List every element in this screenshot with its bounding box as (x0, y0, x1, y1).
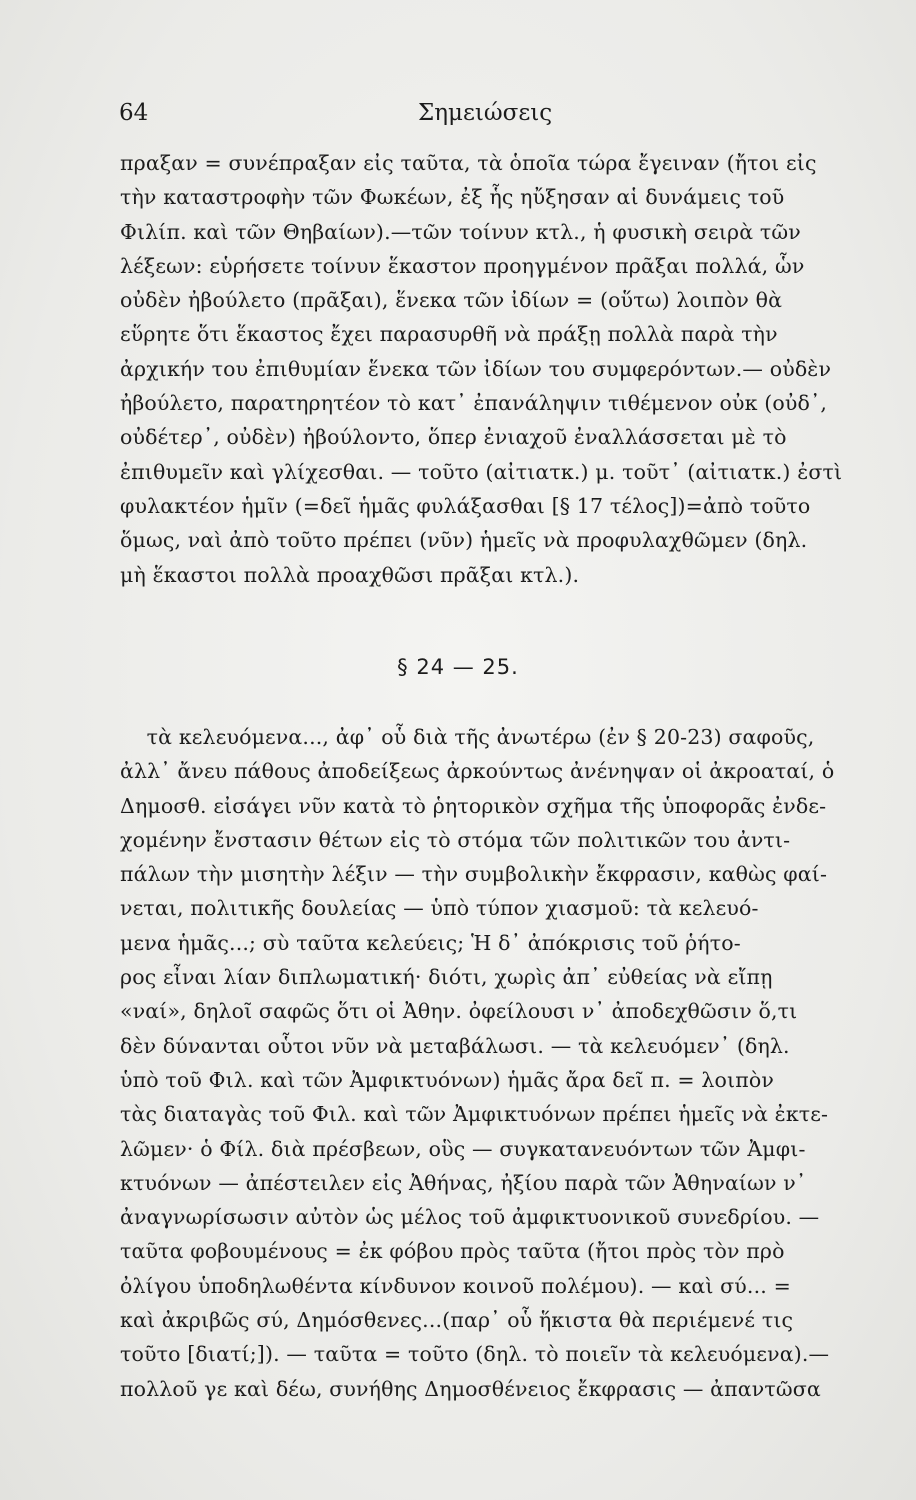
text-line: ἐπιθυμεῖν καὶ γλίχεσθαι. — τοῦτο (αἰτιατκ.) μ. τοῦτ᾽ (αἰτιατκ.) ἐστὶ (120, 459, 843, 484)
text-line: μενα ἡμᾶς...; σὺ ταῦτα κελεύεις; Ἡ δ᾽ ἀπόκρισις τοῦ ῥήτο- (120, 930, 741, 955)
text-line: ταῦτα φοβουμένους = ἐκ φόβου πρὸς ταῦτα (ἤτοι πρὸς τὸν πρὸ (120, 1239, 785, 1264)
text-line: λῶμεν· ὁ Φίλ. διὰ πρέσβεων, οὓς — συγκατανευόντων τῶν Ἀμφι- (120, 1136, 806, 1161)
text-line: καὶ ἀκριβῶς σύ, Δημόσθενες...(παρ᾽ οὗ ἥκιστα θὰ περιέμενέ τις (120, 1308, 794, 1333)
text-line: τὴν καταστροφὴν τῶν Φωκέων, ἐξ ἧς ηὔξησαν αἱ δυνάμεις τοῦ (120, 185, 785, 210)
text-line: κτυόνων — ἀπέστειλεν εἰς Ἀθήνας, ἠξίου παρὰ τῶν Ἀθηναίων ν᾽ (120, 1170, 807, 1195)
text-line: ἀλλ᾽ ἄνευ πάθους ἀποδείξεως ἀρκούντως ἀνένηψαν οἱ ἀκροαταί, ὁ (120, 759, 835, 784)
text-line: εὕρητε ὅτι ἕκαστος ἔχει παρασυρθῆ νὰ πράξῃ πολλὰ παρὰ τὴν (120, 322, 778, 347)
paragraph-2 (120, 720, 880, 1406)
text-line: χομένην ἔνστασιν θέτων εἰς τὸ στόμα τῶν πολιτικῶν του ἀντι- (120, 827, 791, 852)
text-line: Φιλίπ. καὶ τῶν Θηβαίων).—τῶν τοίνυν κτλ., ἡ φυσικὴ σειρὰ τῶν (120, 219, 801, 244)
text-line: πολλοῦ γε καὶ δέω, συνήθης Δημοσθένειος ἔκφρασις — ἀπαντῶσα (120, 1376, 821, 1401)
text-line: φυλακτέον ἡμῖν (=δεῖ ἡμᾶς φυλάξασθαι [§ 17 τέλος])=ἀπὸ τοῦτο (120, 493, 811, 518)
text-line: τοῦτο [διατί;]). — ταῦτα = τοῦτο (δηλ. τὸ ποιεῖν τὰ κελευόμενα).— (120, 1342, 830, 1367)
text-line: ἀναγνωρίσωσιν αὐτὸν ὡς μέλος τοῦ ἀμφικτυονικοῦ συνεδρίου. — (120, 1205, 820, 1230)
text-line: Δημοσθ. εἰσάγει νῦν κατὰ τὸ ῥητορικὸν σχῆμα τῆς ὑποφορᾶς ἐνδε- (120, 793, 827, 818)
text-line: τὰ κελευόμενα..., ἀφ᾽ οὗ διὰ τῆς ἀνωτέρω (ἐν § 20-23) σαφοῦς, (120, 725, 815, 749)
text-line: ρος εἶναι λίαν διπλωματική· διότι, χωρὶς ἀπ᾽ εὐθείας νὰ εἴπῃ (120, 965, 773, 990)
text-line: οὐδὲν ἠβούλετο (πρᾶξαι), ἕνεκα τῶν ἰδίων = (οὕτω) λοιπὸν θὰ (120, 288, 783, 313)
text-line: πάλων τὴν μισητὴν λέξιν — τὴν συμβολικὴν ἔκφρασιν, καθὼς φαί- (120, 862, 828, 887)
text-line: δὲν δύνανται οὗτοι νῦν νὰ μεταβάλωσι. — τὰ κελευόμεν᾽ (δηλ. (120, 1033, 790, 1058)
text-line: ὅμως, ναὶ ἀπὸ τοῦτο πρέπει (νῦν) ἡμεῖς νὰ προφυλαχθῶμεν (δηλ. (120, 528, 808, 553)
page-number: 64 (119, 100, 149, 126)
text-line: νεται, πολιτικῆς δουλείας — ὑπὸ τύπον χιασμοῦ: τὰ κελευό- (120, 896, 759, 921)
text-line: μὴ ἕκαστοι πολλὰ προαχθῶσι πρᾶξαι κτλ.). (120, 562, 580, 587)
text-line: «ναί», δηλοῖ σαφῶς ὅτι οἱ Ἀθην. ὀφείλουσι ν᾽ ἀποδεχθῶσιν ὅ,τι (120, 999, 798, 1024)
page-header (119, 100, 879, 140)
text-line: ὀλίγου ὑποδηλωθέντα κίνδυνον κοινοῦ πολέμου). — καὶ σύ... = (120, 1273, 791, 1298)
text-line: οὐδέτερ᾽, οὐδὲν) ἠβούλοντο, ὅπερ ἐνιαχοῦ ἐναλλάσσεται μὲ τὸ (120, 425, 787, 450)
paragraph-1 (120, 146, 880, 592)
running-head: Σημειώσεις (418, 100, 553, 126)
text-line: ἠβούλετο, παρατηρητέον τὸ κατ᾽ ἐπανάληψιν τιθέμενον οὐκ (οὐδ᾽, (120, 391, 828, 416)
text-line: ἀρχικήν του ἐπιθυμίαν ἕνεκα τῶν ἰδίων του συμφερόντων.— οὐδὲν (120, 356, 832, 381)
text-line: λέξεων: εὑρήσετε τοίνυν ἕκαστον προηγμένον πρᾶξαι πολλά, ὧν (120, 253, 805, 278)
text-line: ὑπὸ τοῦ Φιλ. καὶ τῶν Ἀμφικτυόνων) ἡμᾶς ἄρα δεῖ π. = λοιπὸν (120, 1067, 774, 1092)
text-line: πραξαν = συνέπραξαν εἰς ταῦτα, τὰ ὁποῖα τώρα ἔγειναν (ἤτοι εἰς (120, 151, 817, 175)
section-heading: § 24 — 25. (397, 655, 519, 679)
text-line: τὰς διαταγὰς τοῦ Φιλ. καὶ τῶν Ἀμφικτυόνων πρέπει ἡμεῖς νὰ ἐκτε- (120, 1102, 829, 1127)
